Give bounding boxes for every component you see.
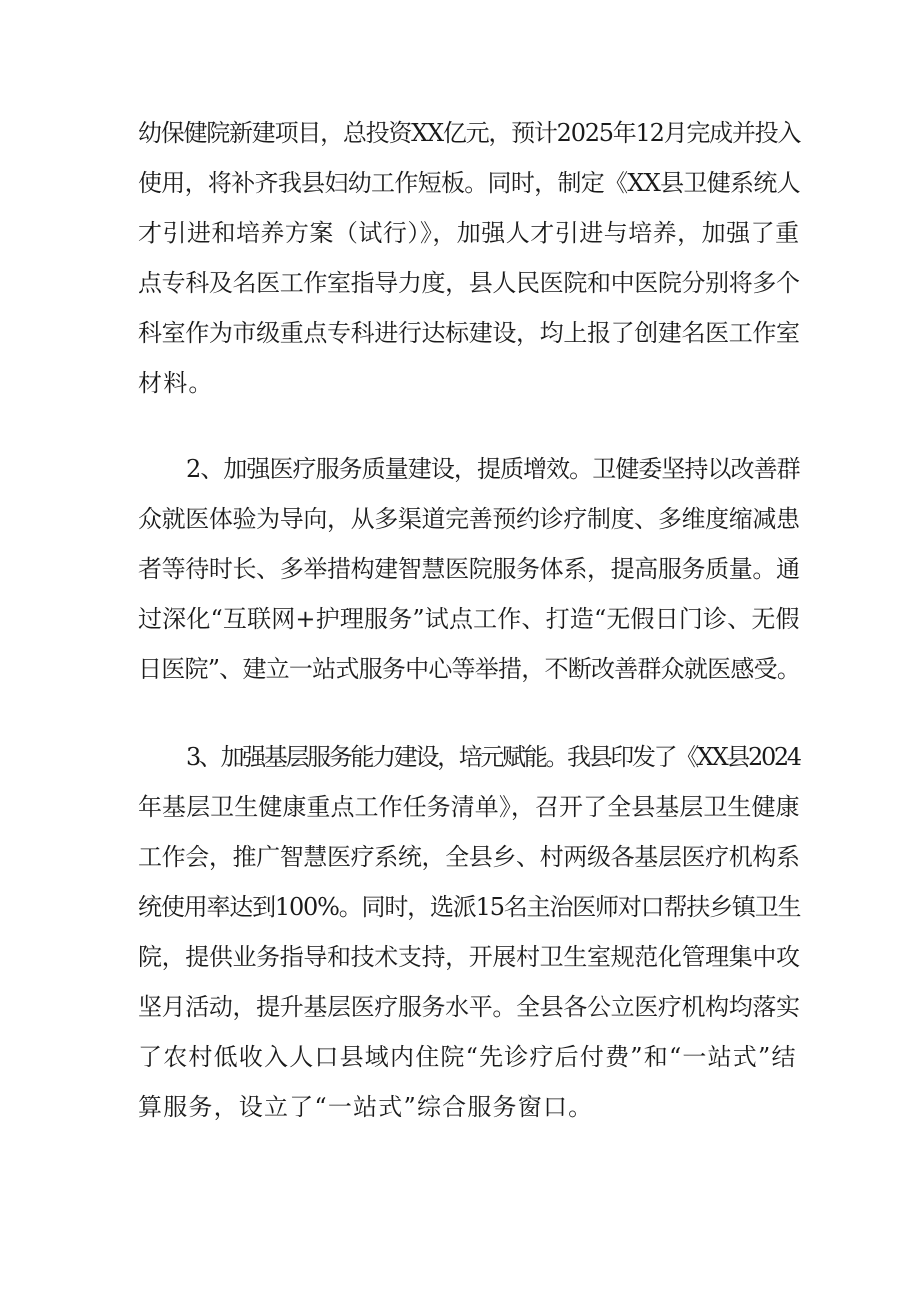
text-line: 院，提供业务指导和技术支持，开展村卫生室规范化管理集中攻 (138, 943, 800, 971)
text-line: 点专科及名医工作室指导力度，县人民医院和中医院分别将多个 (138, 269, 800, 297)
text-line: 者等待时长、多举措构建智慧医院服务体系，提高服务质量。通 (138, 555, 800, 583)
text-line: 科室作为市级重点专科进行达标建设，均上报了创建名医工作室 (138, 319, 800, 347)
text-line: 使用，将补齐我县妇幼工作短板。同时，制定《XX县卫健系统人 (138, 169, 800, 197)
text-line: 日医院”、建立一站式服务中心等举措，不断改善群众就医感受。 (138, 655, 801, 683)
text-line: 了农村低收入人口县域内住院“先诊疗后付费”和“一站式”结 (138, 1043, 797, 1071)
text-line: 过深化“互联网+护理服务”试点工作、打造“无假日门诊、无假 (138, 605, 800, 633)
text-line: 坚月活动，提升基层医疗服务水平。全县各公立医疗机构均落实 (138, 993, 800, 1021)
text-line: 2、加强医疗服务质量建设，提质增效。卫健委坚持以改善群 (186, 455, 800, 483)
text-line: 众就医体验为导向，从多渠道完善预约诊疗制度、多维度缩减患 (138, 505, 800, 533)
text-line: 工作会，推广智慧医疗系统，全县乡、村两级各基层医疗机构系 (138, 843, 800, 871)
text-line: 3、加强基层服务能力建设，培元赋能。我县印发了《XX县2024 (186, 743, 800, 771)
text-line: 年基层卫生健康重点工作任务清单》，召开了全县基层卫生健康 (138, 793, 800, 821)
text-line: 算服务，设立了“一站式”综合服务窗口。 (138, 1093, 594, 1121)
text-line: 幼保健院新建项目，总投资XX亿元，预计2025年12月完成并投入 (138, 119, 801, 147)
text-line: 统使用率达到100%。同时，选派15名主治医师对口帮扶乡镇卫生 (138, 893, 801, 921)
text-line: 才引进和培养方案（试行）》，加强人才引进与培养，加强了重 (138, 219, 800, 247)
text-line: 材料。 (138, 369, 214, 397)
